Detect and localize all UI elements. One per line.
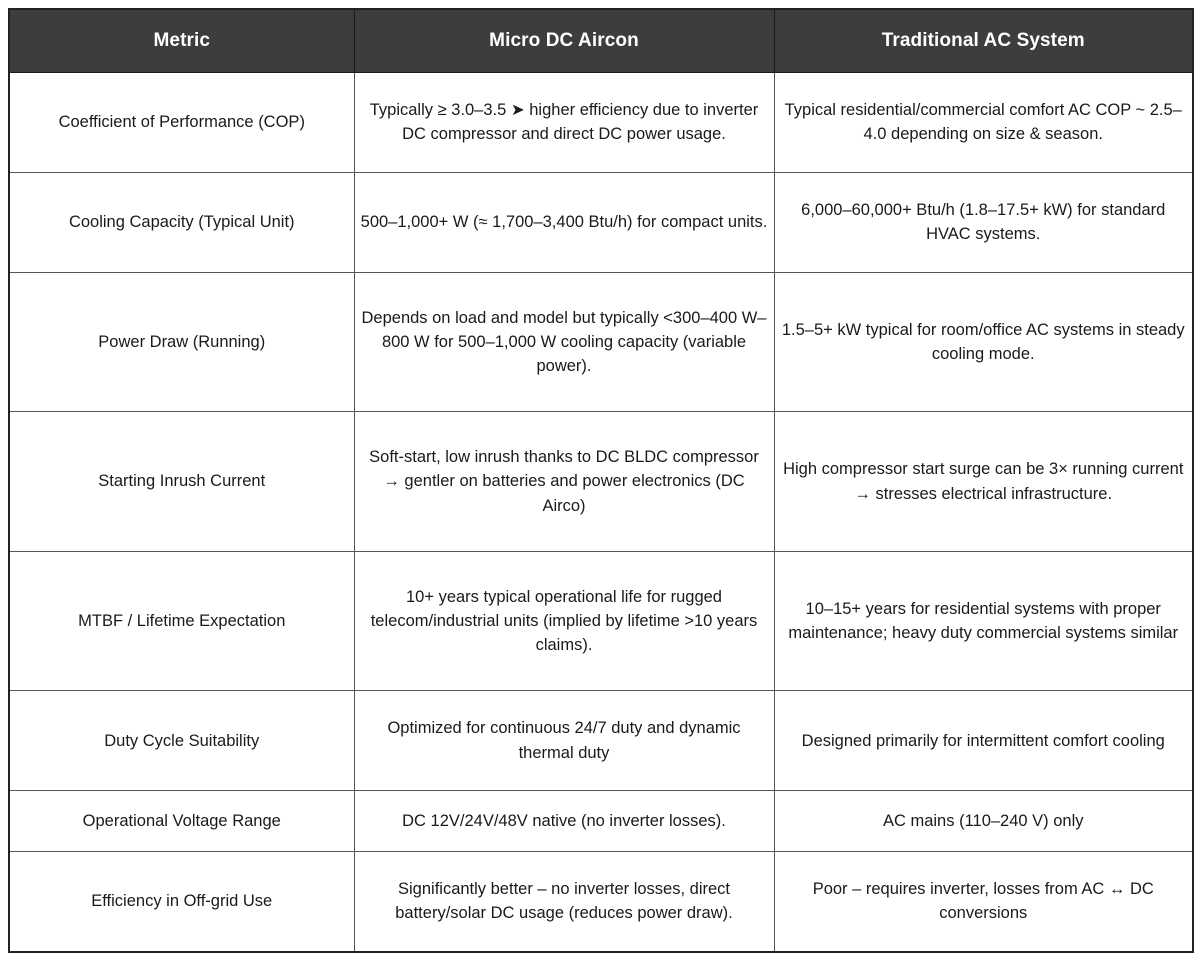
table-row xyxy=(9,691,1193,791)
cell-metric: Cooling Capacity (Typical Unit) xyxy=(9,172,354,272)
cell-micro: Significantly better – no inverter losses, direct battery/solar DC usage (reduces power draw). xyxy=(354,851,774,952)
cell-micro: 500–1,000+ W (≈ 1,700–3,400 Btu/h) for compact units. xyxy=(354,172,774,272)
comparison-table xyxy=(8,8,1194,953)
cell-metric: Power Draw (Running) xyxy=(9,272,354,411)
cell-metric: Operational Voltage Range xyxy=(9,791,354,852)
table-row xyxy=(9,791,1193,852)
cell-micro: Typically ≥ 3.0–3.5 ➤ higher efficiency due to inverter DC compressor and direct DC power usage. xyxy=(354,73,774,173)
cell-traditional: Typical residential/commercial comfort AC COP ~ 2.5–4.0 depending on size & season. xyxy=(774,73,1193,173)
cell-micro: Soft-start, low inrush thanks to DC BLDC compressor → gentler on batteries and power electronics (DC Airco) xyxy=(354,412,774,551)
table-row xyxy=(9,272,1193,411)
cell-micro: Optimized for continuous 24/7 duty and dynamic thermal duty xyxy=(354,691,774,791)
cell-traditional: AC mains (110–240 V) only xyxy=(774,791,1193,852)
table-row xyxy=(9,851,1193,952)
cell-traditional: Poor – requires inverter, losses from AC ↔ DC conversions xyxy=(774,851,1193,952)
cell-micro: DC 12V/24V/48V native (no inverter losses). xyxy=(354,791,774,852)
cell-metric: MTBF / Lifetime Expectation xyxy=(9,551,354,690)
cell-traditional: Designed primarily for intermittent comfort cooling xyxy=(774,691,1193,791)
column-header-micro-dc-aircon: Micro DC Aircon xyxy=(354,9,774,73)
cell-traditional: High compressor start surge can be 3× running current → stresses electrical infrastructure. xyxy=(774,412,1193,551)
cell-metric: Coefficient of Performance (COP) xyxy=(9,73,354,173)
table-body xyxy=(9,73,1193,953)
cell-metric: Efficiency in Off-grid Use xyxy=(9,851,354,952)
column-header-traditional-ac-system: Traditional AC System xyxy=(774,9,1193,73)
cell-traditional: 6,000–60,000+ Btu/h (1.8–17.5+ kW) for standard HVAC systems. xyxy=(774,172,1193,272)
cell-traditional: 10–15+ years for residential systems with proper maintenance; heavy duty commercial systems similar xyxy=(774,551,1193,690)
table-row xyxy=(9,172,1193,272)
cell-micro: Depends on load and model but typically <300–400 W–800 W for 500–1,000 W cooling capacity (variable power). xyxy=(354,272,774,411)
table-row xyxy=(9,73,1193,173)
cell-metric: Starting Inrush Current xyxy=(9,412,354,551)
column-header-metric: Metric xyxy=(9,9,354,73)
cell-metric: Duty Cycle Suitability xyxy=(9,691,354,791)
cell-traditional: 1.5–5+ kW typical for room/office AC systems in steady cooling mode. xyxy=(774,272,1193,411)
header-row xyxy=(9,9,1193,73)
table-row xyxy=(9,412,1193,551)
cell-micro: 10+ years typical operational life for rugged telecom/industrial units (implied by lifetime >10 years claims). xyxy=(354,551,774,690)
table-row xyxy=(9,551,1193,690)
table-header xyxy=(9,9,1193,73)
